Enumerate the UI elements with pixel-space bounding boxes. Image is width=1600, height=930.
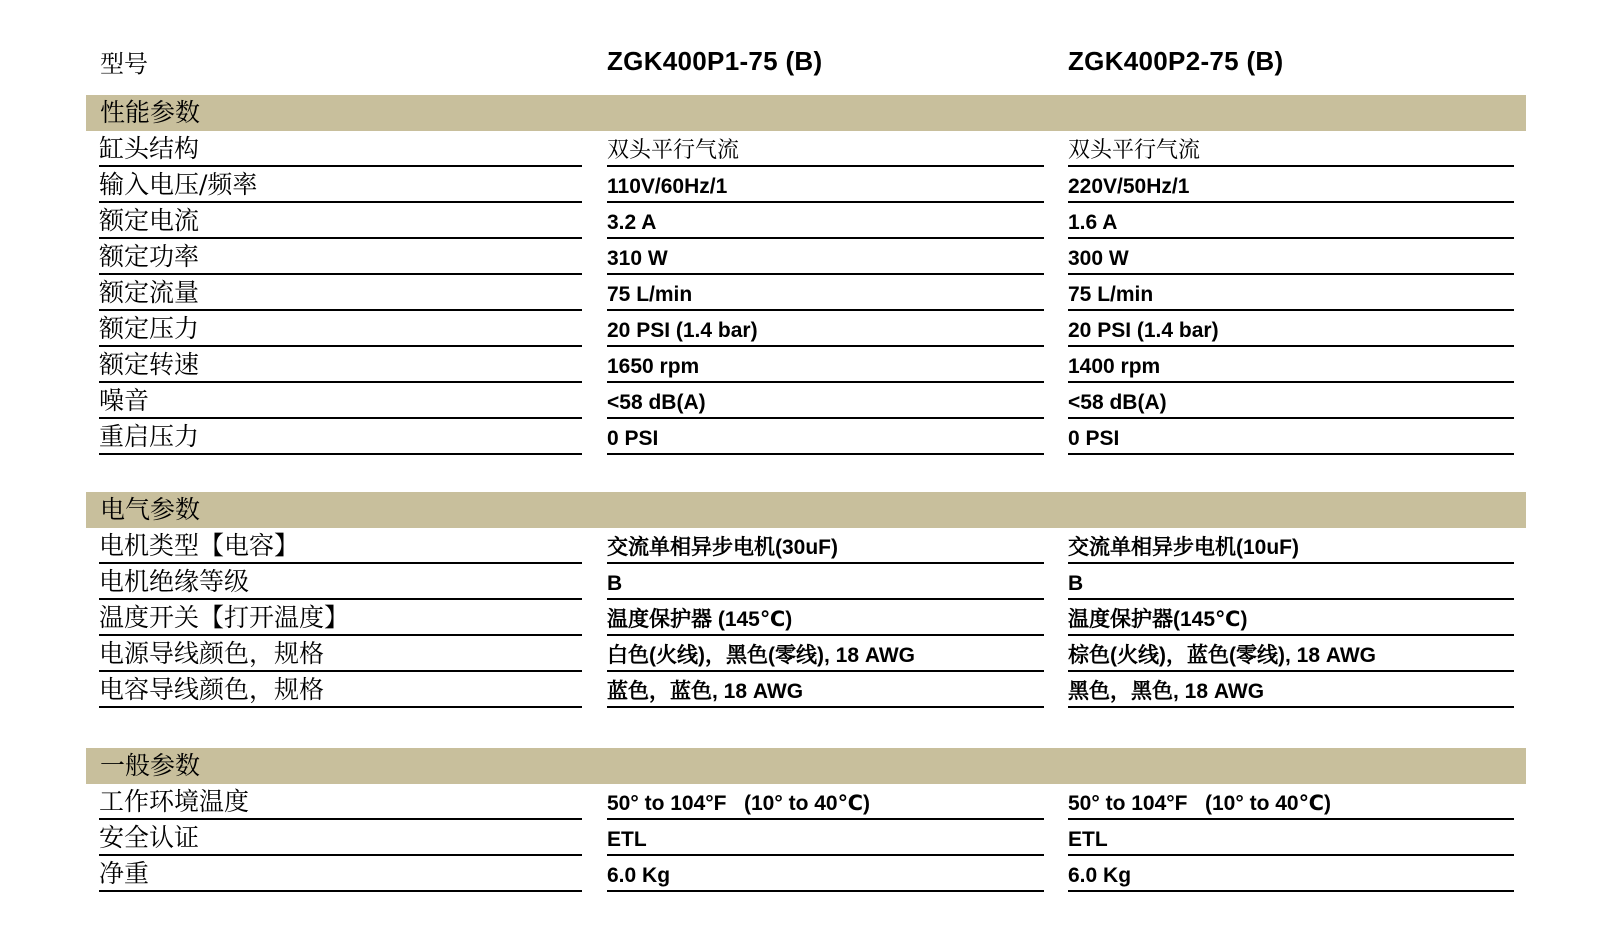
row-label: 电容导线颜色，规格 xyxy=(99,672,582,708)
model-name-2: ZGK400P2-75 (B) xyxy=(1068,46,1284,76)
row-value-2: 50° to 104°F (10° to 40℃) xyxy=(1068,784,1514,820)
table-row xyxy=(0,564,1600,600)
table-row xyxy=(0,784,1600,820)
row-value-1: 50° to 104°F (10° to 40℃) xyxy=(607,784,1044,820)
row-value-1: 6.0 Kg xyxy=(607,856,1044,892)
row-label: 输入电压/频率 xyxy=(99,167,582,203)
model-header xyxy=(0,40,1600,90)
section-title: 性能参数 xyxy=(100,98,201,127)
row-value-1: 白色(火线)，黑色(零线), 18 AWG xyxy=(607,636,1044,672)
row-value-1: ETL xyxy=(607,820,1044,856)
row-label: 安全认证 xyxy=(99,820,582,856)
table-row xyxy=(0,820,1600,856)
section-header xyxy=(86,748,1526,784)
row-value-1: 310 W xyxy=(607,239,1044,275)
model-label: 型号 xyxy=(100,50,148,78)
section-header xyxy=(86,492,1526,528)
table-row xyxy=(0,672,1600,708)
section-header xyxy=(86,95,1526,131)
row-value-1: 110V/60Hz/1 xyxy=(607,167,1044,203)
row-label: 工作环境温度 xyxy=(99,784,582,820)
row-value-1: 3.2 A xyxy=(607,203,1044,239)
table-row xyxy=(0,600,1600,636)
row-label: 电源导线颜色，规格 xyxy=(99,636,582,672)
row-label: 额定转速 xyxy=(99,347,582,383)
row-label: 电机绝缘等级 xyxy=(99,564,582,600)
model-name-1: ZGK400P1-75 (B) xyxy=(607,46,823,76)
row-label: 额定流量 xyxy=(99,275,582,311)
section-general xyxy=(0,748,1600,892)
row-value-2: 1.6 A xyxy=(1068,203,1514,239)
row-label: 噪音 xyxy=(99,383,582,419)
table-row xyxy=(0,275,1600,311)
table-row xyxy=(0,528,1600,564)
row-value-1: <58 dB(A) xyxy=(607,383,1044,419)
row-label: 电机类型【电容】 xyxy=(99,528,582,564)
section-title: 一般参数 xyxy=(100,751,201,780)
table-row xyxy=(0,311,1600,347)
table-row xyxy=(0,347,1600,383)
row-value-2: 棕色(火线)，蓝色(零线), 18 AWG xyxy=(1068,636,1514,672)
row-value-1: 20 PSI (1.4 bar) xyxy=(607,311,1044,347)
row-value-1: 双头平行气流 xyxy=(607,131,1044,167)
row-value-2: 20 PSI (1.4 bar) xyxy=(1068,311,1514,347)
row-value-1: 交流单相异步电机(30uF) xyxy=(607,528,1044,564)
row-value-2: 1400 rpm xyxy=(1068,347,1514,383)
row-value-2: 6.0 Kg xyxy=(1068,856,1514,892)
row-value-2: 温度保护器(145℃) xyxy=(1068,600,1514,636)
table-row xyxy=(0,131,1600,167)
row-label: 净重 xyxy=(99,856,582,892)
table-row xyxy=(0,856,1600,892)
row-value-1: 温度保护器 (145℃) xyxy=(607,600,1044,636)
row-value-1: 蓝色，蓝色, 18 AWG xyxy=(607,672,1044,708)
table-row xyxy=(0,167,1600,203)
row-value-1: 75 L/min xyxy=(607,275,1044,311)
row-value-2: <58 dB(A) xyxy=(1068,383,1514,419)
section-title: 电气参数 xyxy=(100,495,201,524)
row-value-2: 0 PSI xyxy=(1068,419,1514,455)
row-value-2: 220V/50Hz/1 xyxy=(1068,167,1514,203)
row-value-2: 双头平行气流 xyxy=(1068,131,1514,167)
table-row xyxy=(0,239,1600,275)
section-electrical xyxy=(0,492,1600,708)
row-label: 温度开关【打开温度】 xyxy=(99,600,582,636)
section-performance xyxy=(0,95,1600,455)
row-value-2: 300 W xyxy=(1068,239,1514,275)
row-label: 额定功率 xyxy=(99,239,582,275)
row-value-1: B xyxy=(607,564,1044,600)
table-row xyxy=(0,203,1600,239)
row-value-2: ETL xyxy=(1068,820,1514,856)
row-value-1: 0 PSI xyxy=(607,419,1044,455)
row-label: 额定电流 xyxy=(99,203,582,239)
row-label: 额定压力 xyxy=(99,311,582,347)
row-value-1: 1650 rpm xyxy=(607,347,1044,383)
row-value-2: 黑色，黑色, 18 AWG xyxy=(1068,672,1514,708)
row-value-2: 交流单相异步电机(10uF) xyxy=(1068,528,1514,564)
table-row xyxy=(0,636,1600,672)
row-value-2: B xyxy=(1068,564,1514,600)
table-row xyxy=(0,419,1600,455)
row-label: 重启压力 xyxy=(99,419,582,455)
table-row xyxy=(0,383,1600,419)
row-value-2: 75 L/min xyxy=(1068,275,1514,311)
row-label: 缸头结构 xyxy=(99,131,582,167)
